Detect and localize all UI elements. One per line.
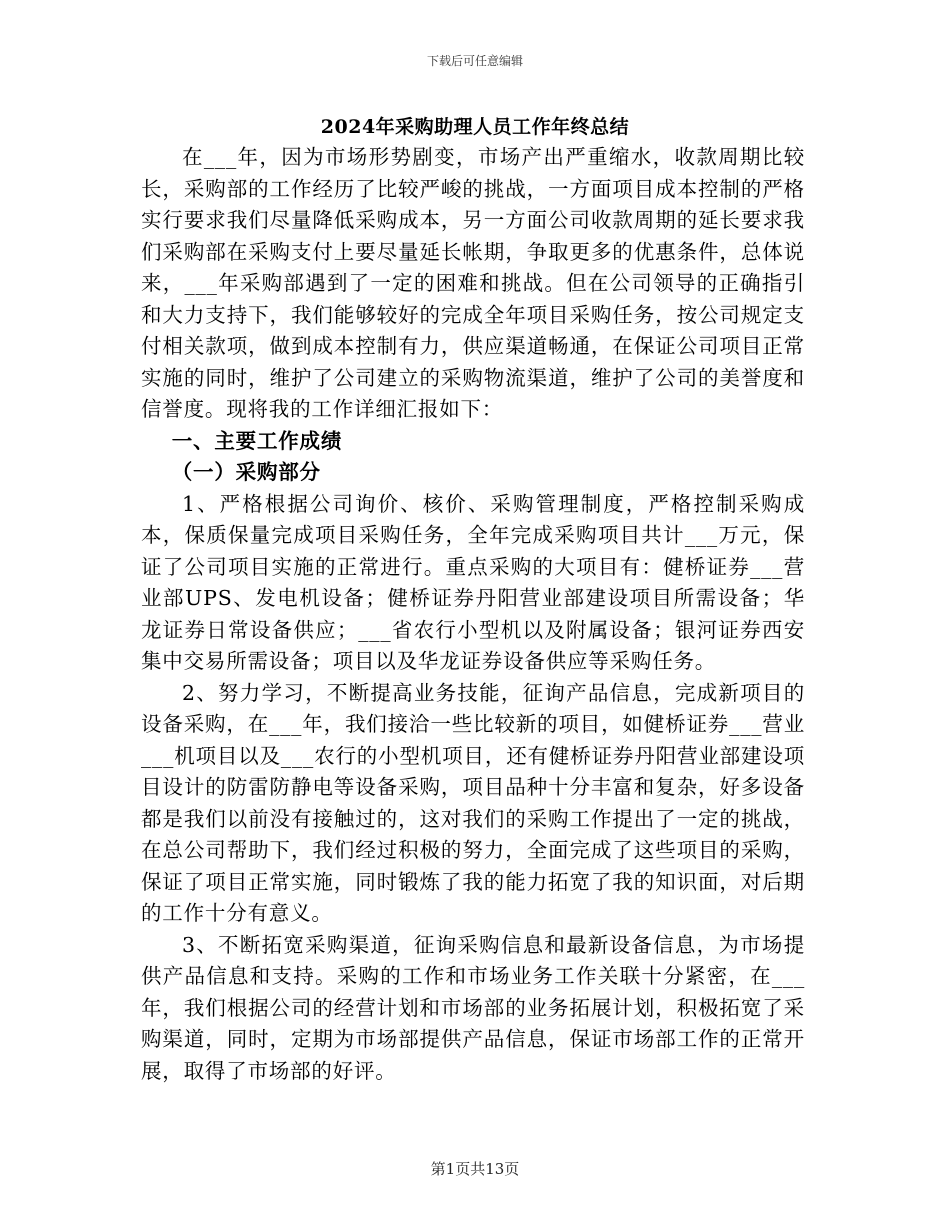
intro-paragraph: 在___年，因为市场形势剧变，市场产出严重缩水，收款周期比较长，采购部的工作经历了比较严峻的挑战，一方面项目成本控制的严格实行要求我们尽量降低采购成本，另一方面公司收款周期的延长要求我们采购部在采购支付上要尽量延长帐期，争取更多的优惠条件，总体说来，___年采购部遇到了一定的困难和挑战。但在公司领导的正确指引和大力支持下，我们能够较好的完成全年项目采购任务，按公司规定支付相关款项，做到成本控制有力，供应渠道畅通，在保证公司项目正常实施的同时，维护了公司建立的采购物流渠道，维护了公司的美誉度和信誉度。现将我的工作详细汇报如下：: [141, 145, 805, 421]
list-item: 2、努力学习，不断提高业务技能，征询产品信息，完成新项目的设备采购，在___年，我们接洽一些比较新的项目，如健桥证券___营业___机项目以及___农行的小型机项目，还有健桥证券丹阳营业部建设项目设计的防雷防静电等设备采购，项目品种十分丰富和复杂，好多设备都是我们以前没有接触过的，这对我们的采购工作提出了一定的挑战，在总公司帮助下，我们经过积极的努力，全面完成了这些项目的采购，保证了项目正常实施，同时锻炼了我的能力拓宽了我的知识面，对后期的工作十分有意义。: [141, 680, 805, 925]
list-item: 3、不断拓宽采购渠道，征询采购信息和最新设备信息，为市场提供产品信息和支持。采购的工作和市场业务工作关联十分紧密，在___年，我们根据公司的经营计划和市场部的业务拓展计划，积极拓宽了采购渠道，同时，定期为市场部提供产品信息，保证市场部工作的正常开展，取得了市场部的好评。: [141, 932, 805, 1083]
section-heading: 一、主要工作成绩: [171, 428, 343, 453]
subsection-heading: （一）采购部分: [171, 460, 321, 484]
list-item: 1、严格根据公司询价、核价、采购管理制度，严格控制采购成本，保质保量完成项目采购任务，全年完成采购项目共计___万元，保证了公司项目实施的正常进行。重点采购的大项目有：健桥证券___营业部UPS、发电机设备；健桥证券丹阳营业部建设项目所需设备；华龙证券日常设备供应；___省农行小型机以及附属设备；银河证券西安集中交易所需设备；项目以及华龙证券设备供应等采购任务。: [141, 491, 805, 673]
page-number: 第1页共13页: [430, 1160, 520, 1178]
header-note: 下载后可任意编辑: [426, 54, 523, 68]
document-title: 2024年采购助理人员工作年终总结: [320, 116, 630, 138]
document-body: [141, 142, 805, 1087]
